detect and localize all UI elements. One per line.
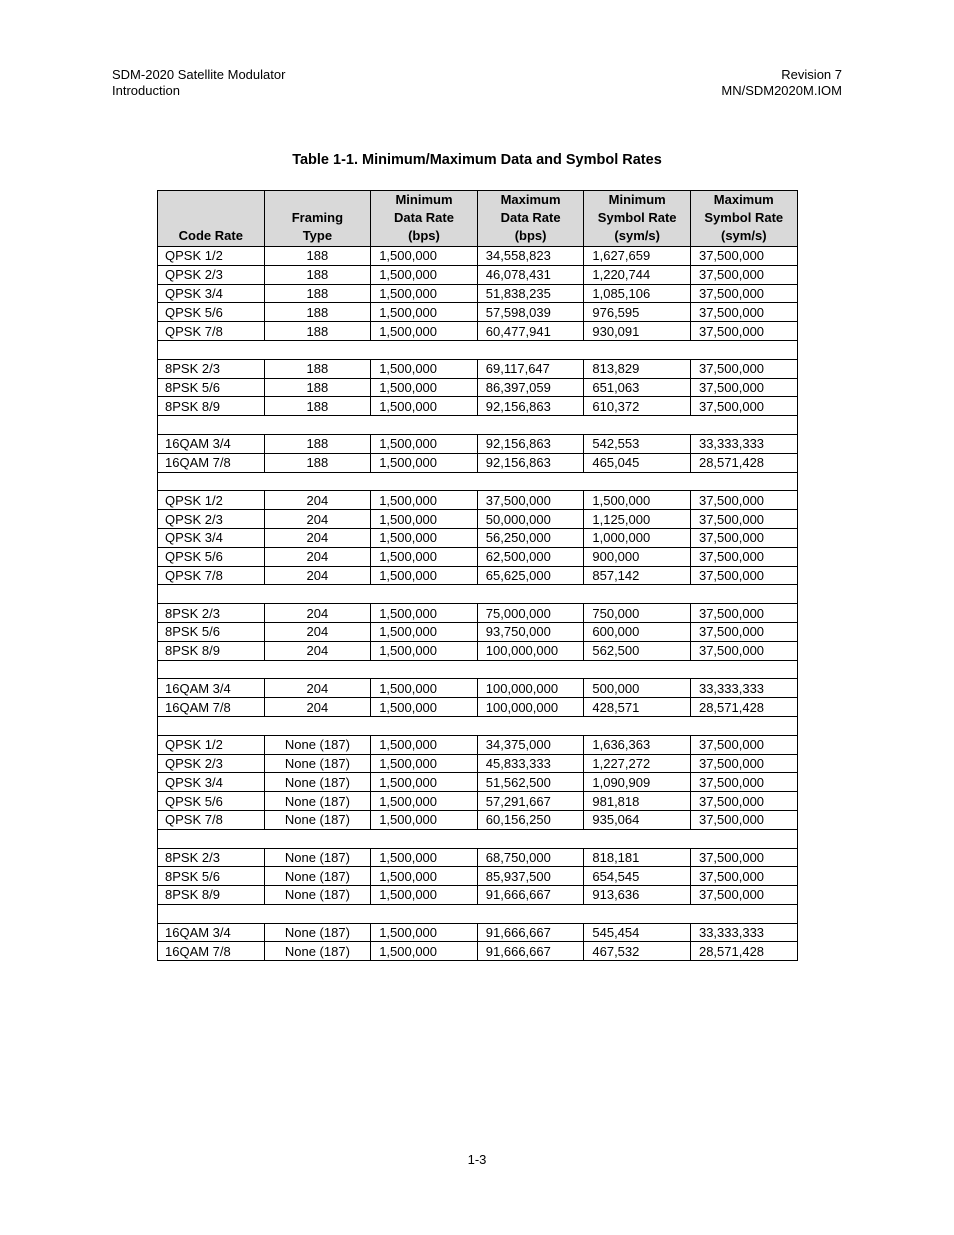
table-cell: 16QAM 3/4	[158, 434, 265, 453]
table-cell: 60,477,941	[477, 322, 584, 341]
table-cell: 37,500,000	[690, 378, 797, 397]
table-cell: 1,500,000	[371, 491, 478, 510]
table-cell: 34,558,823	[477, 247, 584, 266]
table-cell: 8PSK 8/9	[158, 641, 265, 660]
table-cell: 37,500,000	[690, 303, 797, 322]
table-cell: 1,500,000	[371, 942, 478, 961]
table-row	[158, 867, 798, 886]
table-cell: None (187)	[264, 886, 371, 905]
table-cell: None (187)	[264, 848, 371, 867]
table-cell: 16QAM 7/8	[158, 453, 265, 472]
table-row	[158, 528, 798, 547]
separator-cell	[158, 472, 798, 491]
table-cell: 46,078,431	[477, 265, 584, 284]
table-cell: 37,500,000	[690, 886, 797, 905]
table-cell: QPSK 5/6	[158, 547, 265, 566]
table-cell: 37,500,000	[690, 397, 797, 416]
table-cell: 16QAM 3/4	[158, 923, 265, 942]
column-header	[264, 191, 371, 247]
table-cell: 1,227,272	[584, 754, 691, 773]
table-cell: 1,500,000	[371, 453, 478, 472]
table-cell: 1,500,000	[584, 491, 691, 510]
table-row	[158, 547, 798, 566]
table-cell: 813,829	[584, 359, 691, 378]
column-header	[584, 191, 691, 247]
table-cell: QPSK 2/3	[158, 754, 265, 773]
table-cell: 85,937,500	[477, 867, 584, 886]
group-separator-row	[158, 340, 798, 359]
column-header-line: Data Rate	[394, 210, 454, 225]
separator-cell	[158, 340, 798, 359]
table-cell: 60,156,250	[477, 810, 584, 829]
column-header-line: Data Rate	[500, 210, 561, 225]
table-cell: 28,571,428	[690, 698, 797, 717]
table-row	[158, 491, 798, 510]
table-cell: 188	[264, 265, 371, 284]
table-cell: 91,666,667	[477, 923, 584, 942]
table-row	[158, 942, 798, 961]
table-cell: 1,636,363	[584, 735, 691, 754]
table-cell: 654,545	[584, 867, 691, 886]
table-cell: 68,750,000	[477, 848, 584, 867]
table-cell: 45,833,333	[477, 754, 584, 773]
table-cell: 204	[264, 510, 371, 529]
table-cell: QPSK 5/6	[158, 792, 265, 811]
table-cell: None (187)	[264, 773, 371, 792]
table-cell: 1,000,000	[584, 528, 691, 547]
table-cell: 857,142	[584, 566, 691, 585]
table-cell: 188	[264, 397, 371, 416]
table-caption: Table 1-1. Minimum/Maximum Data and Symbol Rates	[292, 152, 662, 168]
table-header-row	[158, 191, 798, 247]
table-cell: 100,000,000	[477, 679, 584, 698]
column-header-line: Minimum	[608, 192, 666, 207]
table-cell: 92,156,863	[477, 397, 584, 416]
separator-cell	[158, 904, 798, 923]
table-row	[158, 604, 798, 623]
table-cell: 51,562,500	[477, 773, 584, 792]
table-cell: 600,000	[584, 622, 691, 641]
table-cell: 900,000	[584, 547, 691, 566]
table-cell: 28,571,428	[690, 942, 797, 961]
table-cell: 8PSK 5/6	[158, 867, 265, 886]
column-header-line: Maximum	[500, 192, 561, 207]
table-cell: 188	[264, 247, 371, 266]
table-cell: 465,045	[584, 453, 691, 472]
separator-cell	[158, 416, 798, 435]
table-cell: 37,500,000	[690, 735, 797, 754]
table-cell: 188	[264, 378, 371, 397]
table-row	[158, 886, 798, 905]
table-cell: 92,156,863	[477, 453, 584, 472]
table-cell: None (187)	[264, 867, 371, 886]
table-cell: 913,636	[584, 886, 691, 905]
table-cell: 91,666,667	[477, 942, 584, 961]
column-header-line: (sym/s)	[614, 228, 660, 243]
table-cell: 188	[264, 359, 371, 378]
table-cell: 33,333,333	[690, 679, 797, 698]
table-cell: 542,553	[584, 434, 691, 453]
table-cell: 1,500,000	[371, 566, 478, 585]
table-row	[158, 923, 798, 942]
table-row	[158, 303, 798, 322]
page-header-right	[721, 67, 842, 99]
table-row	[158, 679, 798, 698]
group-separator-row	[158, 585, 798, 604]
table-cell: None (187)	[264, 923, 371, 942]
table-cell: 1,085,106	[584, 284, 691, 303]
table-row	[158, 378, 798, 397]
column-header	[690, 191, 797, 247]
table-cell: 188	[264, 322, 371, 341]
table-cell: 1,500,000	[371, 284, 478, 303]
page-number: 1-3	[467, 1152, 487, 1167]
table-cell: 188	[264, 434, 371, 453]
table-cell: QPSK 1/2	[158, 735, 265, 754]
table-cell: QPSK 2/3	[158, 265, 265, 284]
table-cell: 34,375,000	[477, 735, 584, 754]
table-cell: 651,063	[584, 378, 691, 397]
table-cell: 37,500,000	[690, 247, 797, 266]
table-row	[158, 792, 798, 811]
table-cell: 1,500,000	[371, 547, 478, 566]
table-cell: 1,500,000	[371, 322, 478, 341]
table-cell: 8PSK 8/9	[158, 397, 265, 416]
column-header-line: Symbol Rate	[704, 210, 784, 225]
table-cell: 1,500,000	[371, 359, 478, 378]
product-name: SDM-2020 Satellite Modulator	[112, 67, 286, 82]
table-cell: 1,125,000	[584, 510, 691, 529]
table-cell: 16QAM 3/4	[158, 679, 265, 698]
table-cell: 1,500,000	[371, 698, 478, 717]
table-cell: None (187)	[264, 754, 371, 773]
table-cell: 1,500,000	[371, 265, 478, 284]
table-cell: 65,625,000	[477, 566, 584, 585]
table-cell: 91,666,667	[477, 886, 584, 905]
table-cell: 37,500,000	[690, 284, 797, 303]
table-cell: 1,500,000	[371, 867, 478, 886]
table-cell: 1,500,000	[371, 735, 478, 754]
table-cell: 1,500,000	[371, 528, 478, 547]
group-separator-row	[158, 416, 798, 435]
table-cell: 51,838,235	[477, 284, 584, 303]
table-cell: 75,000,000	[477, 604, 584, 623]
table-cell: 545,454	[584, 923, 691, 942]
table-cell: 56,250,000	[477, 528, 584, 547]
table-cell: 1,500,000	[371, 622, 478, 641]
table-row	[158, 773, 798, 792]
table-cell: 562,500	[584, 641, 691, 660]
table-cell: 204	[264, 641, 371, 660]
table-cell: 37,500,000	[690, 547, 797, 566]
table-row	[158, 641, 798, 660]
table-row	[158, 622, 798, 641]
table-cell: 37,500,000	[690, 641, 797, 660]
table-cell: 1,500,000	[371, 792, 478, 811]
column-header-line: (bps)	[514, 228, 547, 243]
column-header-line: (sym/s)	[721, 228, 767, 243]
table-cell: 818,181	[584, 848, 691, 867]
table-row	[158, 359, 798, 378]
table-cell: 16QAM 7/8	[158, 698, 265, 717]
table-row	[158, 510, 798, 529]
table-cell: 1,500,000	[371, 679, 478, 698]
column-header-line: Code Rate	[178, 228, 243, 243]
table-body	[158, 247, 798, 961]
table-cell: 50,000,000	[477, 510, 584, 529]
table-cell: 37,500,000	[690, 510, 797, 529]
table-cell: 1,500,000	[371, 641, 478, 660]
table-cell: 188	[264, 303, 371, 322]
table-cell: 1,500,000	[371, 378, 478, 397]
table-cell: 1,500,000	[371, 434, 478, 453]
table-cell: 100,000,000	[477, 641, 584, 660]
table-cell: 28,571,428	[690, 453, 797, 472]
rates-table	[157, 190, 798, 961]
table-cell: 204	[264, 698, 371, 717]
table-cell: 37,500,000	[477, 491, 584, 510]
table-cell: 100,000,000	[477, 698, 584, 717]
table-row	[158, 397, 798, 416]
table-cell: QPSK 7/8	[158, 566, 265, 585]
column-header	[371, 191, 478, 247]
table-cell: 1,500,000	[371, 510, 478, 529]
separator-cell	[158, 716, 798, 735]
table-cell: QPSK 3/4	[158, 284, 265, 303]
table-cell: 57,598,039	[477, 303, 584, 322]
document-number: MN/SDM2020M.IOM	[721, 83, 842, 98]
revision-label: Revision 7	[781, 67, 842, 82]
separator-cell	[158, 585, 798, 604]
page-header-left	[112, 67, 285, 99]
table-row	[158, 322, 798, 341]
table-cell: 37,500,000	[690, 622, 797, 641]
table-row	[158, 698, 798, 717]
table-row	[158, 810, 798, 829]
column-header-line	[160, 193, 262, 210]
table-cell: 92,156,863	[477, 434, 584, 453]
separator-cell	[158, 829, 798, 848]
group-separator-row	[158, 472, 798, 491]
table-cell: 37,500,000	[690, 604, 797, 623]
table-row	[158, 265, 798, 284]
group-separator-row	[158, 660, 798, 679]
column-header-line: (bps)	[408, 228, 440, 243]
table-cell: None (187)	[264, 792, 371, 811]
table-cell: 467,532	[584, 942, 691, 961]
table-row	[158, 284, 798, 303]
table-cell: 37,500,000	[690, 848, 797, 867]
table-cell: 1,500,000	[371, 810, 478, 829]
table-cell: 8PSK 8/9	[158, 886, 265, 905]
group-separator-row	[158, 829, 798, 848]
table-cell: 37,500,000	[690, 566, 797, 585]
table-cell: 610,372	[584, 397, 691, 416]
table-cell: 1,627,659	[584, 247, 691, 266]
table-cell: 1,220,744	[584, 265, 691, 284]
column-header-line: Minimum	[395, 192, 453, 207]
separator-cell	[158, 660, 798, 679]
table-cell: 8PSK 2/3	[158, 359, 265, 378]
table-cell: 1,500,000	[371, 886, 478, 905]
table-cell: 204	[264, 491, 371, 510]
table-cell: 86,397,059	[477, 378, 584, 397]
table-cell: QPSK 3/4	[158, 528, 265, 547]
table-cell: QPSK 3/4	[158, 773, 265, 792]
table-cell: 57,291,667	[477, 792, 584, 811]
table-cell: 428,571	[584, 698, 691, 717]
table-cell: 1,500,000	[371, 397, 478, 416]
table-cell: 16QAM 7/8	[158, 942, 265, 961]
table-cell: 976,595	[584, 303, 691, 322]
table-cell: 37,500,000	[690, 754, 797, 773]
table-row	[158, 754, 798, 773]
table-cell: 37,500,000	[690, 265, 797, 284]
table-cell: 37,500,000	[690, 359, 797, 378]
column-header-line: Type	[302, 228, 333, 243]
table-cell: None (187)	[264, 942, 371, 961]
table-cell: 1,500,000	[371, 773, 478, 792]
group-separator-row	[158, 904, 798, 923]
table-cell: 1,500,000	[371, 923, 478, 942]
table-cell: 1,500,000	[371, 247, 478, 266]
table-cell: 930,091	[584, 322, 691, 341]
table-cell: 37,500,000	[690, 322, 797, 341]
table-cell: 204	[264, 604, 371, 623]
group-separator-row	[158, 716, 798, 735]
table-cell: 62,500,000	[477, 547, 584, 566]
table-cell: 204	[264, 622, 371, 641]
table-cell: 1,500,000	[371, 303, 478, 322]
table-cell: QPSK 7/8	[158, 810, 265, 829]
table-cell: 8PSK 5/6	[158, 622, 265, 641]
table-cell: 8PSK 5/6	[158, 378, 265, 397]
table-row	[158, 453, 798, 472]
table-cell: 935,064	[584, 810, 691, 829]
column-header	[158, 191, 265, 247]
table-row	[158, 566, 798, 585]
table-cell: QPSK 1/2	[158, 247, 265, 266]
section-name: Introduction	[112, 83, 180, 98]
table-cell: None (187)	[264, 735, 371, 754]
table-cell: 37,500,000	[690, 810, 797, 829]
table-cell: 33,333,333	[690, 434, 797, 453]
table-cell: 69,117,647	[477, 359, 584, 378]
column-header-line: Framing	[291, 210, 344, 225]
table-cell: 37,500,000	[690, 528, 797, 547]
table-cell: 981,818	[584, 792, 691, 811]
table-row	[158, 735, 798, 754]
table-cell: 1,500,000	[371, 754, 478, 773]
table-cell: QPSK 2/3	[158, 510, 265, 529]
table-cell: 750,000	[584, 604, 691, 623]
table-cell: 1,500,000	[371, 604, 478, 623]
table-cell: 188	[264, 453, 371, 472]
table-row	[158, 848, 798, 867]
column-header	[477, 191, 584, 247]
table-cell: 37,500,000	[690, 792, 797, 811]
table-cell: 37,500,000	[690, 867, 797, 886]
table-cell: None (187)	[264, 810, 371, 829]
table-cell: 204	[264, 528, 371, 547]
table-cell: 1,500,000	[371, 848, 478, 867]
table-cell: 1,090,909	[584, 773, 691, 792]
table-cell: QPSK 1/2	[158, 491, 265, 510]
table-cell: 204	[264, 679, 371, 698]
table-cell: 188	[264, 284, 371, 303]
column-header-line	[160, 210, 262, 227]
table-cell: 8PSK 2/3	[158, 848, 265, 867]
column-header-line: Maximum	[713, 192, 774, 207]
table-row	[158, 434, 798, 453]
table-cell: 33,333,333	[690, 923, 797, 942]
table-cell: 37,500,000	[690, 491, 797, 510]
column-header-line	[267, 192, 369, 209]
table-row	[158, 247, 798, 266]
table-cell: 8PSK 2/3	[158, 604, 265, 623]
column-header-line: Symbol Rate	[597, 210, 677, 225]
table-cell: 37,500,000	[690, 773, 797, 792]
table-cell: 500,000	[584, 679, 691, 698]
table-cell: QPSK 7/8	[158, 322, 265, 341]
table-cell: QPSK 5/6	[158, 303, 265, 322]
table-cell: 204	[264, 547, 371, 566]
table-cell: 204	[264, 566, 371, 585]
table-cell: 93,750,000	[477, 622, 584, 641]
